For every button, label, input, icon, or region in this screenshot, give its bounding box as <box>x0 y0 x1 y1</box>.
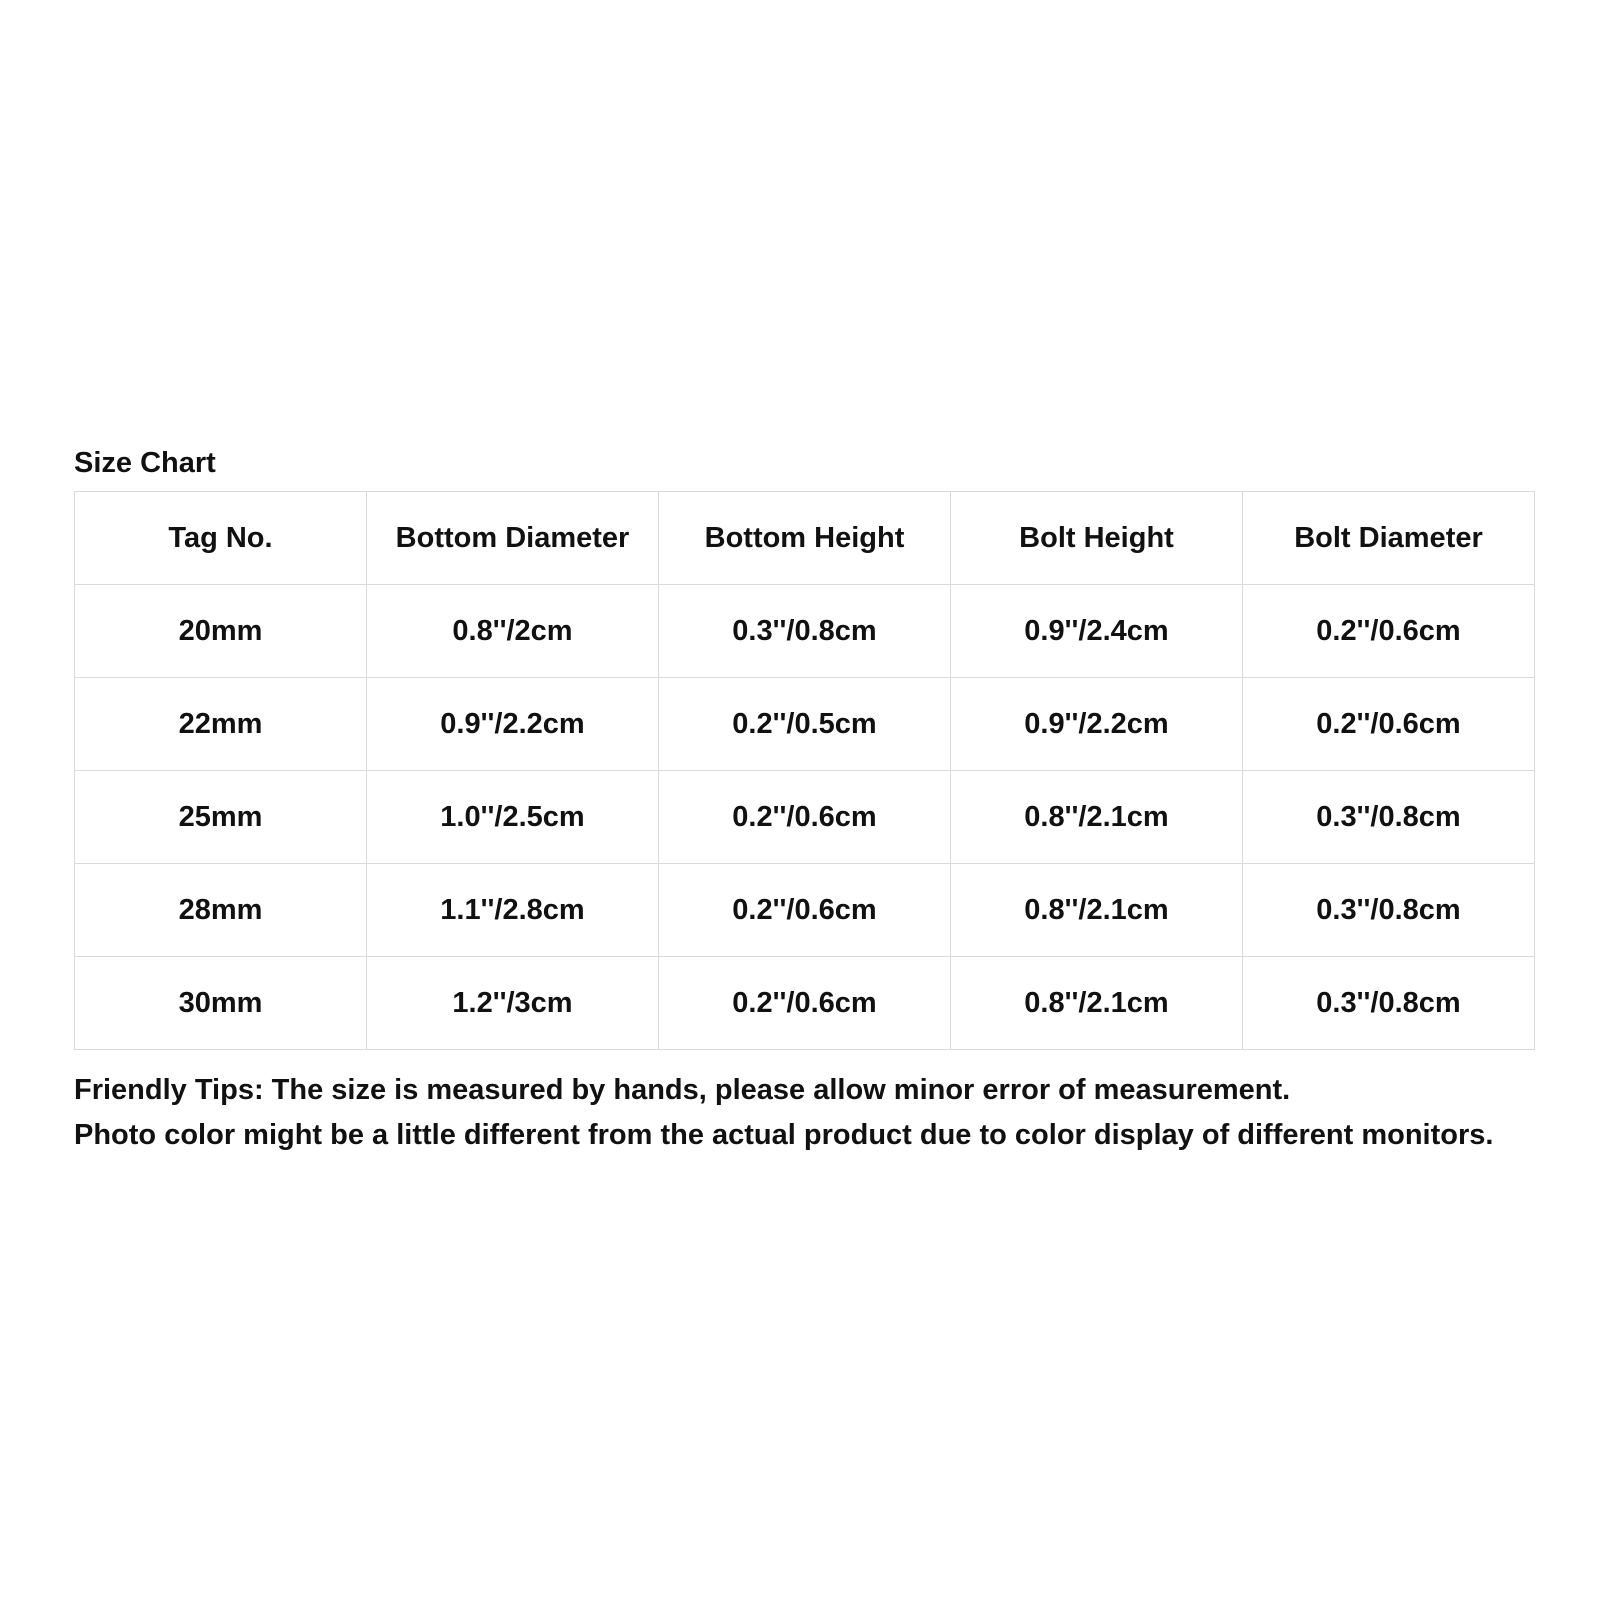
cell-bolt-diameter: 0.2''/0.6cm <box>1243 678 1535 771</box>
table-row <box>75 771 1535 864</box>
tip-measurement: Friendly Tips: The size is measured by hands, please allow minor error of measurement. <box>74 1074 1291 1106</box>
header-bottom-height: Bottom Height <box>659 492 951 585</box>
cell-bolt-height: 0.9''/2.4cm <box>951 585 1243 678</box>
cell-tag-no: 28mm <box>75 864 367 957</box>
friendly-tips <box>74 1068 1493 1158</box>
size-chart-title: Size Chart <box>74 447 216 479</box>
table-header-row <box>75 492 1535 585</box>
cell-tag-no: 30mm <box>75 957 367 1050</box>
cell-bolt-diameter: 0.2''/0.6cm <box>1243 585 1535 678</box>
cell-bottom-diameter: 0.8''/2cm <box>367 585 659 678</box>
cell-bolt-diameter: 0.3''/0.8cm <box>1243 864 1535 957</box>
table-row <box>75 585 1535 678</box>
cell-bolt-diameter: 0.3''/0.8cm <box>1243 957 1535 1050</box>
cell-bolt-height: 0.8''/2.1cm <box>951 771 1243 864</box>
cell-bolt-diameter: 0.3''/0.8cm <box>1243 771 1535 864</box>
cell-bottom-diameter: 1.1''/2.8cm <box>367 864 659 957</box>
cell-tag-no: 22mm <box>75 678 367 771</box>
cell-bottom-height: 0.2''/0.6cm <box>659 957 951 1050</box>
cell-tag-no: 25mm <box>75 771 367 864</box>
cell-bottom-diameter: 1.2''/3cm <box>367 957 659 1050</box>
header-bolt-height: Bolt Height <box>951 492 1243 585</box>
cell-bottom-diameter: 0.9''/2.2cm <box>367 678 659 771</box>
header-bolt-diameter: Bolt Diameter <box>1243 492 1535 585</box>
header-tag-no: Tag No. <box>75 492 367 585</box>
cell-tag-no: 20mm <box>75 585 367 678</box>
size-table <box>74 491 1535 1050</box>
table-row <box>75 864 1535 957</box>
table-row <box>75 957 1535 1050</box>
cell-bottom-height: 0.3''/0.8cm <box>659 585 951 678</box>
header-bottom-diameter: Bottom Diameter <box>367 492 659 585</box>
cell-bolt-height: 0.9''/2.2cm <box>951 678 1243 771</box>
cell-bottom-height: 0.2''/0.6cm <box>659 864 951 957</box>
cell-bolt-height: 0.8''/2.1cm <box>951 957 1243 1050</box>
cell-bottom-height: 0.2''/0.6cm <box>659 771 951 864</box>
tip-photo-color: Photo color might be a little different from the actual product due to color display of different monitors. <box>74 1119 1494 1151</box>
cell-bottom-diameter: 1.0''/2.5cm <box>367 771 659 864</box>
cell-bolt-height: 0.8''/2.1cm <box>951 864 1243 957</box>
table-row <box>75 678 1535 771</box>
cell-bottom-height: 0.2''/0.5cm <box>659 678 951 771</box>
